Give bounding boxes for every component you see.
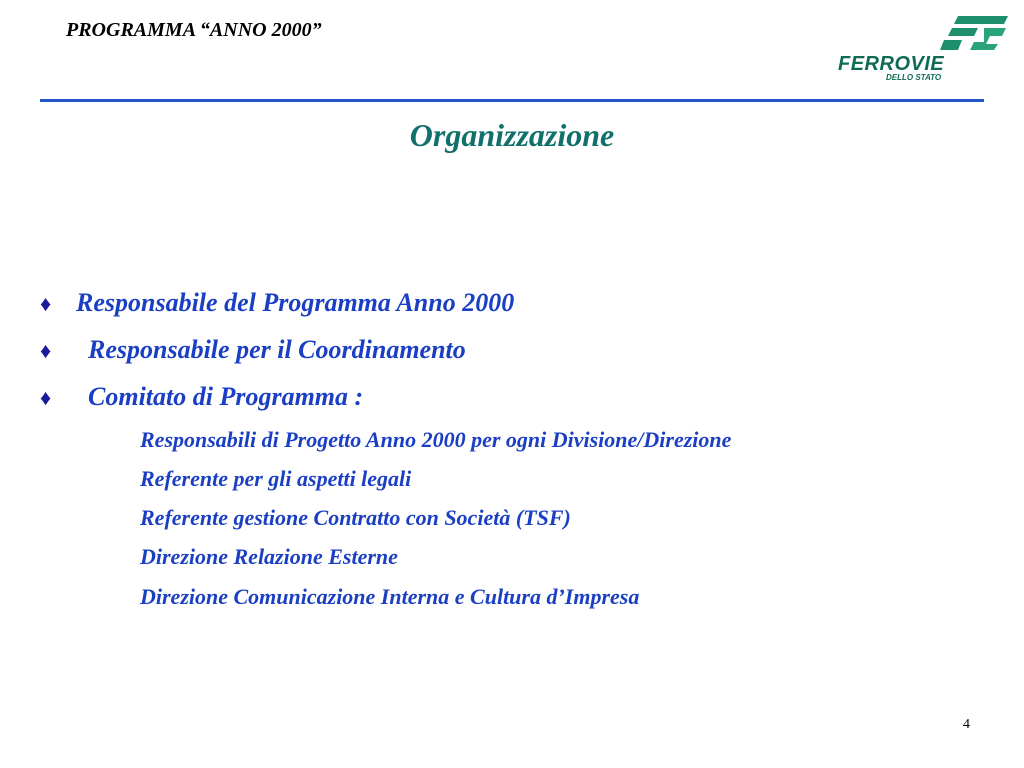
page-number: 4 [963,717,970,732]
fs-logo-mark-icon [838,14,1010,54]
bullet-text: Responsabile per il Coordinamento [88,335,466,364]
sub-item: Direzione Relazione Esterne [140,544,398,569]
diamond-bullet-icon: ♦ [40,338,52,363]
bullet-item [40,288,514,318]
sub-item: Responsabili di Progetto Anno 2000 per ogni Divisione/Direzione [140,427,732,452]
header-divider [40,99,984,102]
bullet-text: Responsabile del Programma Anno 2000 [76,288,515,317]
diamond-bullet-icon: ♦ [40,291,52,316]
bullet-item [40,335,466,365]
bullet-text: Comitato di Programma : [88,382,364,411]
logo-subtitle: DELLO STATO [886,73,942,82]
page-title: Organizzazione [409,117,615,153]
diamond-bullet-icon: ♦ [40,385,52,410]
sub-item: Direzione Comunicazione Interna e Cultura d’Impresa [140,584,640,609]
sub-item: Referente gestione Contratto con Società (TSF) [140,505,571,530]
ferrovie-logo [838,14,1010,86]
logo-wordmark: FERROVIE [838,53,945,75]
sub-item: Referente per gli aspetti legali [140,466,412,491]
bullet-item [40,382,363,412]
header-title: PROGRAMMA “ANNO 2000” [66,19,322,41]
